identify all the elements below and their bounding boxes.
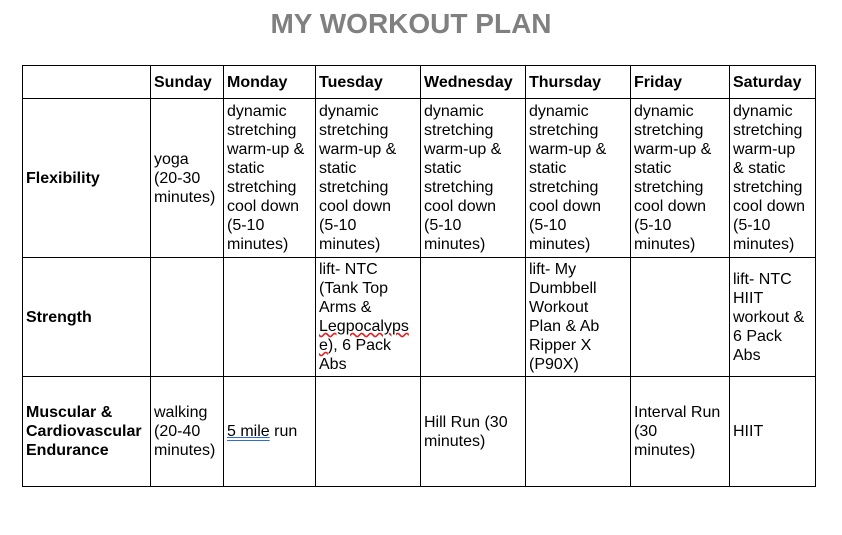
day-header: Thursday	[526, 66, 631, 99]
row-header: Muscular & Cardiovascular Endurance	[23, 377, 151, 487]
table-cell[interactable]: dynamic stretching warm-up & static stretching cool down (5-10 minutes)	[526, 99, 631, 258]
table-cell[interactable]	[631, 258, 730, 377]
table-cell[interactable]: lift- NTC HIIT workout & 6 Pack Abs	[730, 258, 816, 377]
table-cell[interactable]	[224, 377, 316, 487]
table-cell[interactable]: lift- My Dumbbell Workout Plan & Ab Ripper X (P90X)	[526, 258, 631, 377]
table-cell[interactable]: dynamic stretching warm-up & static stretching cool down (5-10 minutes)	[631, 99, 730, 258]
table-row	[23, 99, 816, 258]
header-row	[23, 66, 816, 99]
table-cell[interactable]	[421, 258, 526, 377]
table-row	[23, 258, 816, 377]
table-cell[interactable]	[526, 377, 631, 487]
table-cell[interactable]	[316, 258, 421, 377]
workout-plan-table	[22, 65, 816, 487]
day-header: Monday	[224, 66, 316, 99]
table-cell[interactable]: dynamic stretching warm-up & static stretching cool down (5-10 minutes)	[421, 99, 526, 258]
table-cell[interactable]	[151, 258, 224, 377]
table-cell[interactable]: Hill Run (30 minutes)	[421, 377, 526, 487]
day-header: Friday	[631, 66, 730, 99]
page-title: MY WORKOUT PLAN	[270, 8, 552, 39]
row-header: Flexibility	[23, 99, 151, 258]
cell-text: run	[269, 423, 298, 440]
table-cell[interactable]: HIIT	[730, 377, 816, 487]
table-cell[interactable]: yoga (20-30 minutes)	[151, 99, 224, 258]
table-cell[interactable]	[224, 258, 316, 377]
table-cell[interactable]: Interval Run (30 minutes)	[631, 377, 730, 487]
table-cell[interactable]: dynamic stretching warm-up & static stretching cool down (5-10 minutes)	[730, 99, 816, 258]
cell-text: lift- NTC (Tank Top Arms &	[319, 261, 389, 316]
day-header: Saturday	[730, 66, 816, 99]
table-cell[interactable]	[316, 377, 421, 487]
row-header: Strength	[23, 258, 151, 377]
table-cell[interactable]: walking (20-40 minutes)	[151, 377, 224, 487]
day-header: Wednesday	[421, 66, 526, 99]
misspelled-word: Legpocalyps e	[319, 318, 409, 354]
table-cell[interactable]: dynamic stretching warm-up & static stretching cool down (5-10 minutes)	[224, 99, 316, 258]
cell-text: ), 6 Pack Abs	[319, 337, 392, 373]
corner-cell	[23, 66, 151, 99]
day-header: Tuesday	[316, 66, 421, 99]
table-cell[interactable]: dynamic stretching warm-up & static stretching cool down (5-10 minutes)	[316, 99, 421, 258]
table-row	[23, 377, 816, 487]
day-header: Sunday	[151, 66, 224, 99]
hyperlink-text: 5 mile	[227, 423, 270, 440]
